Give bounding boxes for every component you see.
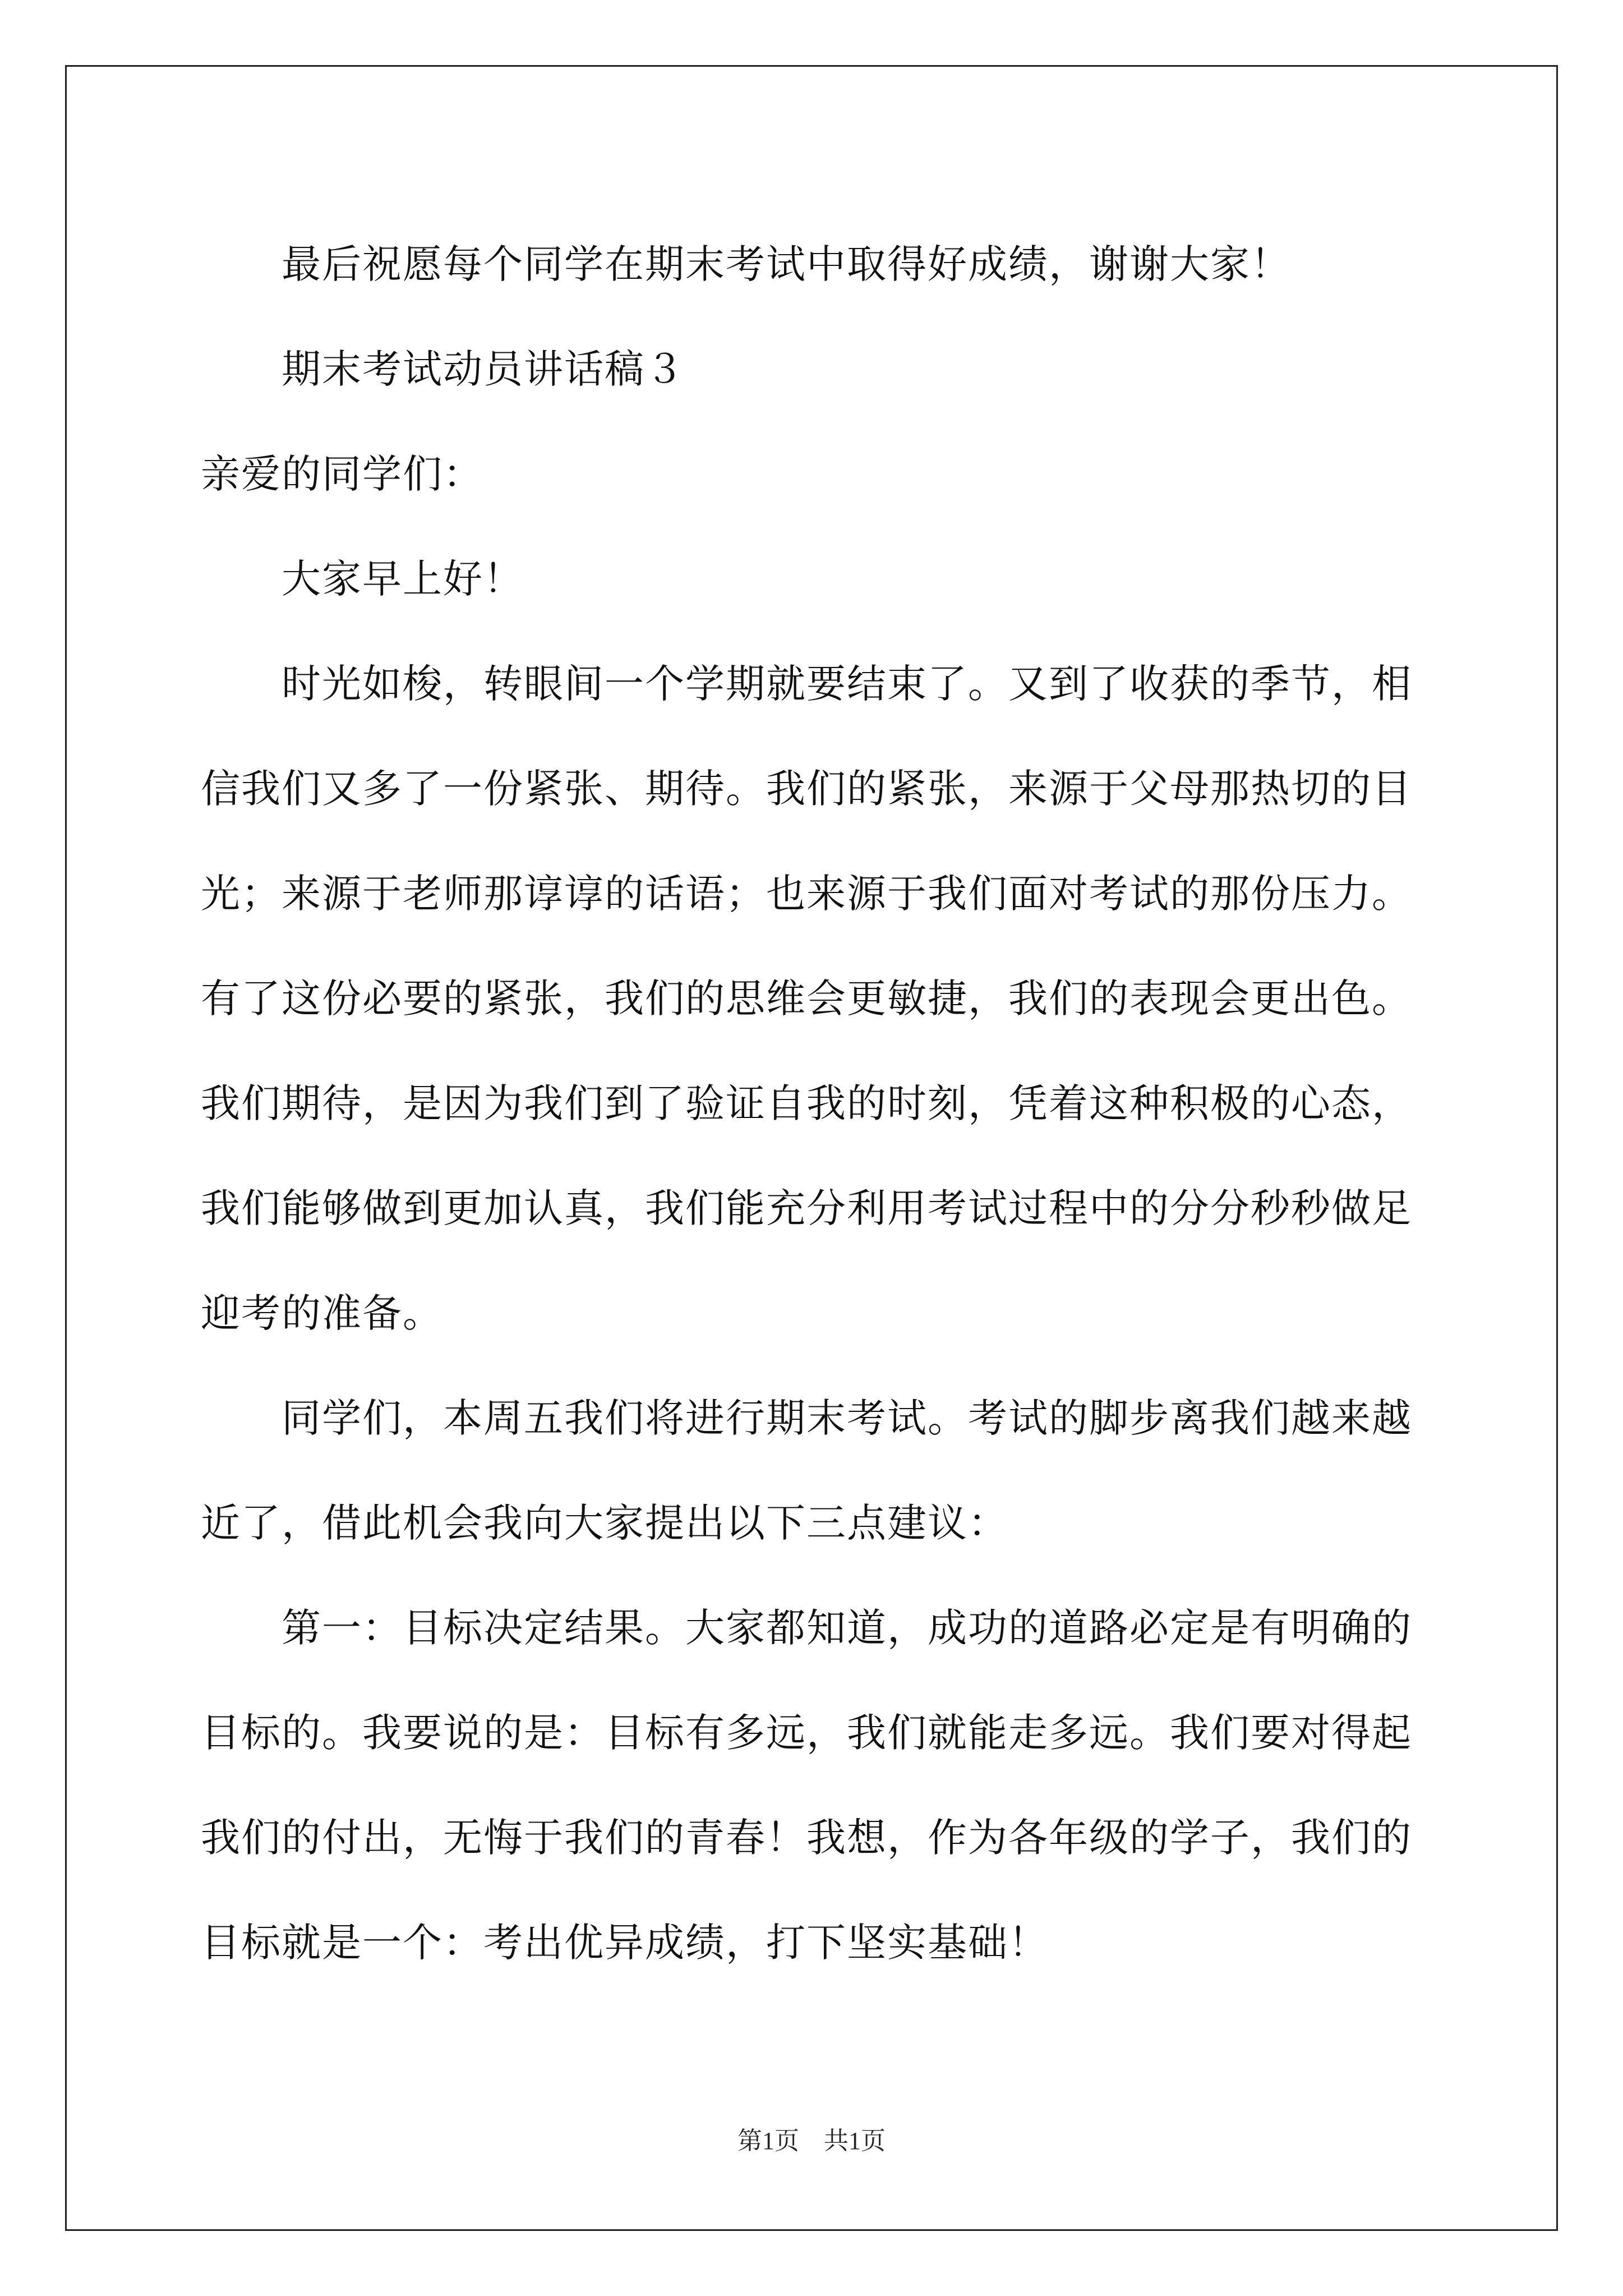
speech-title: 期末考试动员讲话稿３: [282, 346, 685, 392]
paragraph-closing-wish: 最后祝愿每个同学在期末考试中取得好成绩，谢谢大家！: [282, 241, 1291, 287]
paragraph-time-flies: 时光如梭，转眼间一个学期就要结束了。又到了收获的季节，相信我们又多了一份紧张、期待。我们的紧张，来源于父母那热切的目光；来源于老师那谆谆的话语；也来源于我们面对考试的那份压力。有了这份必要的紧张，我们的思维会更敏捷，我们的表现会更出色。我们期待，是因为我们到了验证自我的时刻，凭着这种积极的心态，我们能够做到更加认真，我们能充分利用考试过程中的分分秒秒做足迎考的准备。: [201, 661, 1412, 1336]
paragraph-exam-notice: 同学们，本周五我们将进行期末考试。考试的脚步离我们越来越近了，借此机会我向大家提出以下三点建议：: [201, 1395, 1412, 1546]
salutation: 亲爱的同学们：: [201, 451, 483, 497]
page-footer: 第1页 共1页: [737, 2127, 886, 2155]
greeting: 大家早上好！: [282, 556, 524, 602]
document-body: [201, 212, 1423, 1995]
paragraph-suggestion-one: 第一：目标决定结果。大家都知道，成功的道路必定是有明确的目标的。我要说的是：目标有多远，我们就能走多远。我们要对得起我们的付出，无悔于我们的青春！我想，作为各年级的学子，我们的目标就是一个：考出优异成绩，打下坚实基础！: [201, 1605, 1412, 1966]
